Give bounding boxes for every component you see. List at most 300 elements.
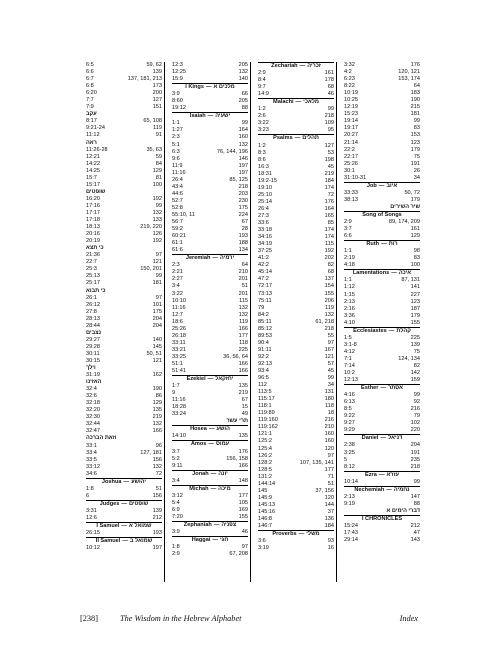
page-refs: 153, 174 xyxy=(398,76,420,83)
page-refs: 146 xyxy=(238,155,248,162)
verse-ref: 6:7 xyxy=(86,76,94,83)
page-refs: 230 xyxy=(238,197,248,204)
page-refs: 118 xyxy=(239,339,248,346)
dash-separator: — xyxy=(208,426,215,433)
index-entry xyxy=(86,217,162,224)
index-entry xyxy=(344,175,420,182)
index-entry xyxy=(258,150,334,157)
verse-ref: 119:89 xyxy=(258,410,275,417)
verse-ref: 8:12 xyxy=(344,463,355,470)
verse-ref: 33:21 xyxy=(172,346,186,353)
verse-ref: 17:16 xyxy=(86,202,100,209)
verse-ref: 2:3 xyxy=(172,134,180,141)
verse-ref: 1:12 xyxy=(344,284,355,291)
page-refs: 151 xyxy=(152,104,162,111)
page-refs: 46 xyxy=(241,529,248,536)
verse-ref: 9:21-24 xyxy=(86,125,105,132)
page-refs: 206 xyxy=(324,297,334,304)
verse-ref: 16:20 xyxy=(86,195,100,202)
page-refs: 131 xyxy=(324,389,334,396)
index-entry xyxy=(258,127,334,134)
verse-ref: 11:12 xyxy=(86,132,100,139)
index-entry xyxy=(344,399,420,406)
index-entry xyxy=(258,382,334,389)
page-refs: 176 xyxy=(238,448,248,455)
index-entry xyxy=(86,161,162,168)
index-entry xyxy=(344,277,420,284)
verse-ref: 32:4 xyxy=(86,386,97,393)
book-name-hebrew: איכה xyxy=(398,270,412,277)
verse-ref: 33:25 xyxy=(172,353,186,360)
verse-ref: 30:11 xyxy=(86,350,100,357)
verse-ref: 92:2 xyxy=(258,353,269,360)
page-refs: 45 xyxy=(327,163,334,170)
verse-ref: 17:18 xyxy=(86,217,100,224)
verse-ref: 8:3 xyxy=(258,149,266,156)
verse-ref: 10:25 xyxy=(344,97,358,104)
verse-ref: 29:28 xyxy=(86,343,100,350)
index-entry xyxy=(258,220,334,227)
dash-separator: — xyxy=(207,376,214,383)
parsha-heading xyxy=(86,140,162,147)
verse-ref: 27:8 xyxy=(86,308,97,315)
page-refs: 144 xyxy=(324,501,334,508)
book-name: Song of Songs xyxy=(362,211,402,218)
index-entry xyxy=(258,171,334,178)
verse-ref: 28:44 xyxy=(86,322,100,329)
verse-ref: 2:13 xyxy=(344,298,355,305)
index-entry xyxy=(172,142,248,149)
index-entry xyxy=(86,259,162,266)
heading-text: עקב xyxy=(86,111,97,118)
verse-ref: 3:25 xyxy=(344,449,355,456)
index-entry xyxy=(86,295,162,302)
index-entry xyxy=(344,161,420,168)
index-entry xyxy=(172,120,248,127)
page-refs: 99 xyxy=(155,202,162,209)
page-refs: 132 xyxy=(238,141,248,148)
index-entry xyxy=(86,323,162,330)
verse-ref: 1:2 xyxy=(258,142,266,149)
index-entry xyxy=(86,266,162,273)
page-refs: 160 xyxy=(324,438,334,445)
verse-ref: 18:13 xyxy=(86,224,100,231)
page-refs: 201 xyxy=(238,290,248,297)
page-refs: 218 xyxy=(324,113,334,120)
verse-ref: 56:7 xyxy=(172,219,183,226)
page-refs: 212 xyxy=(410,523,420,529)
verse-ref: 45:14 xyxy=(258,269,272,276)
verse-ref: 41:2 xyxy=(258,255,269,262)
verse-ref: 25:26 xyxy=(344,160,358,167)
index-entry xyxy=(86,508,162,515)
page-refs: 91 xyxy=(155,132,162,139)
page-refs: 79 xyxy=(413,413,420,420)
page-refs: 64 xyxy=(241,262,248,269)
page-refs: 123 xyxy=(410,139,420,146)
page-refs: 51 xyxy=(155,485,162,492)
page-refs: 162 xyxy=(152,372,162,379)
book-name-hebrew: ישעיה xyxy=(215,113,231,120)
page-refs: 99 xyxy=(413,478,420,485)
index-entry xyxy=(258,453,334,460)
dash-separator: — xyxy=(123,478,130,485)
book-name: Nechemiah xyxy=(354,486,385,493)
index-entry xyxy=(258,474,334,481)
page-refs: 218 xyxy=(324,325,334,332)
index-entry xyxy=(172,326,248,333)
index-entry xyxy=(258,446,334,453)
book-name: Ruth xyxy=(366,241,380,248)
book-heading xyxy=(172,375,248,383)
verse-ref: 1:5 xyxy=(344,334,352,341)
verse-ref: 33:5 xyxy=(86,456,97,463)
page-refs: 203 xyxy=(238,190,248,197)
page-refs: 166 xyxy=(238,368,248,375)
index-entry xyxy=(258,431,334,438)
verse-ref: 25:17 xyxy=(86,280,100,287)
index-entry xyxy=(258,509,334,516)
page-refs: 46 xyxy=(327,91,334,98)
index-entry xyxy=(258,291,334,298)
verse-ref: 6:6 xyxy=(86,69,94,76)
index-entry xyxy=(86,132,162,139)
verse-ref: 44:6 xyxy=(172,190,183,197)
verse-ref: 10:19 xyxy=(344,90,358,97)
page-refs: 132 xyxy=(152,463,162,470)
verse-ref: 26:15 xyxy=(86,530,100,537)
verse-ref: 33:4 xyxy=(86,449,97,456)
page-refs: 155 xyxy=(410,319,420,326)
page-refs: 129 xyxy=(152,400,162,407)
verse-ref: 33:6 xyxy=(258,220,269,227)
verse-ref: 6 xyxy=(86,492,90,499)
dash-separator: — xyxy=(299,63,306,69)
verse-ref: 15:24 xyxy=(344,523,358,529)
page-refs: 216 xyxy=(410,406,420,413)
verse-ref: 146:8 xyxy=(258,516,272,522)
page-refs: 127, 181 xyxy=(140,449,162,456)
verse-ref: 6:5 xyxy=(86,62,94,68)
verse-ref: 18:28 xyxy=(172,404,186,411)
index-entry xyxy=(172,226,248,233)
page-refs: 175 xyxy=(238,204,248,211)
page-refs: 227 xyxy=(410,291,420,298)
parsha-heading xyxy=(344,204,420,211)
verse-ref: 26:1 xyxy=(86,294,97,301)
book-heading xyxy=(172,536,248,544)
index-entry xyxy=(344,125,420,132)
page-refs: 224 xyxy=(238,211,248,218)
index-entry xyxy=(86,76,162,83)
verse-ref: 11:16 xyxy=(172,169,186,176)
verse-ref: 60:21 xyxy=(172,233,186,240)
verse-ref: 3:36 xyxy=(344,312,355,319)
index-entry xyxy=(172,62,248,69)
verse-ref: 84:2 xyxy=(258,311,269,318)
verse-ref: 12:25 xyxy=(172,69,186,76)
index-entry xyxy=(258,77,334,84)
page-refs: 59, 62 xyxy=(146,62,162,68)
page-refs: 87, 131 xyxy=(401,277,420,284)
verse-ref: 121:1 xyxy=(258,431,272,438)
dash-separator: — xyxy=(380,435,387,442)
index-entry xyxy=(172,397,248,404)
verse-ref: 6:20 xyxy=(86,90,97,97)
verse-ref: 37:25 xyxy=(258,248,272,255)
verse-ref: 126:2 xyxy=(258,452,272,459)
index-entry xyxy=(172,500,248,507)
page-refs: 102 xyxy=(410,420,420,427)
page-refs: 187 xyxy=(410,305,420,312)
index-entry xyxy=(172,463,248,470)
book-name: I Samuel xyxy=(96,523,120,530)
page-refs: 97 xyxy=(327,339,334,346)
index-entry xyxy=(258,502,334,509)
index-entry xyxy=(86,210,162,217)
page-refs: 81 xyxy=(155,174,162,181)
book-name: Ezra xyxy=(365,471,377,478)
book-heading xyxy=(258,62,334,70)
index-column xyxy=(258,62,334,552)
page-refs: 165 xyxy=(324,212,334,219)
page-refs: 132 xyxy=(238,311,248,318)
verse-ref: 113:5 xyxy=(258,389,272,396)
page-refs: 178 xyxy=(324,77,334,84)
index-entry xyxy=(258,545,334,552)
verse-ref: 22:17 xyxy=(344,153,358,160)
verse-ref: 19:2-15 xyxy=(258,177,277,184)
index-entry xyxy=(344,284,420,291)
index-entry xyxy=(172,283,248,290)
verse-ref: 3:19 xyxy=(258,545,269,552)
page-refs: 85 xyxy=(327,220,334,227)
index-entry xyxy=(172,354,248,361)
book-name-hebrew: זכריה xyxy=(307,63,321,69)
page-refs: 192 xyxy=(152,195,162,202)
index-entry xyxy=(172,368,248,375)
index-entry xyxy=(86,386,162,393)
page-refs: 49 xyxy=(241,411,248,418)
index-entry xyxy=(86,224,162,231)
verse-ref: 29:27 xyxy=(86,336,100,343)
page-refs: 120 xyxy=(324,494,334,501)
page-refs: 177 xyxy=(238,492,248,499)
verse-ref: 1:27 xyxy=(172,127,183,134)
page-refs: 99 xyxy=(155,273,162,280)
verse-ref: 2:6 xyxy=(258,113,266,120)
page-refs: 126 xyxy=(152,231,162,238)
book-name: Ecclesiastes xyxy=(353,327,387,334)
verse-ref: 92:13 xyxy=(258,360,272,367)
index-entry xyxy=(258,403,334,410)
page-refs: 218 xyxy=(238,183,248,190)
index-entry xyxy=(172,163,248,170)
page-refs: 142 xyxy=(410,370,420,377)
verse-ref: 12:6 xyxy=(86,515,97,521)
index-entry xyxy=(172,305,248,312)
page-refs: 57 xyxy=(327,360,334,367)
dash-separator: — xyxy=(295,99,302,106)
verse-ref: 1:8 xyxy=(86,485,94,492)
parsha-heading xyxy=(344,508,420,515)
section-label: Index xyxy=(399,614,418,623)
page-refs: 219 xyxy=(152,414,162,421)
book-heading xyxy=(172,485,248,493)
verse-ref: 75:11 xyxy=(258,297,272,304)
index-entry xyxy=(86,351,162,358)
index-entry xyxy=(258,305,334,312)
verse-ref: 2:3 xyxy=(172,262,180,269)
index-entry xyxy=(258,319,334,326)
page-refs: 72 xyxy=(155,470,162,477)
verse-ref: 4:12 xyxy=(344,348,355,355)
verse-ref: 12:21 xyxy=(86,153,100,160)
book-name: Jeremiah xyxy=(185,255,211,262)
index-entry xyxy=(86,421,162,428)
page-refs: 147 xyxy=(410,493,420,500)
page-refs: 64 xyxy=(413,83,420,90)
page-refs: 75 xyxy=(413,153,420,160)
page-refs: 97 xyxy=(327,452,334,459)
verse-ref: 4:18 xyxy=(344,262,355,269)
page-refs: 72 xyxy=(327,191,334,198)
index-entry xyxy=(86,125,162,132)
book-heading xyxy=(344,269,420,277)
page-refs: 212 xyxy=(152,515,162,521)
book-heading xyxy=(172,254,248,262)
page-refs: 159 xyxy=(410,377,420,384)
index-entry xyxy=(258,206,334,213)
verse-ref: 12:3 xyxy=(172,62,183,68)
index-entry xyxy=(86,393,162,400)
verse-ref: 2:21 xyxy=(172,269,183,276)
verse-ref: 93:4 xyxy=(258,368,269,375)
page-refs: 176 xyxy=(410,62,420,68)
index-entry xyxy=(86,118,162,125)
verse-ref: 115:17 xyxy=(258,396,275,403)
page-refs: 201 xyxy=(238,276,248,283)
verse-ref: 59:2 xyxy=(172,226,183,233)
page-refs: 197 xyxy=(152,545,162,552)
heading-text: שיר השירים xyxy=(390,203,420,210)
verse-ref: 5:4 xyxy=(172,499,180,506)
page-refs: 129 xyxy=(152,167,162,174)
index-entry xyxy=(258,234,334,241)
column-divider xyxy=(336,62,337,582)
page-refs: 99 xyxy=(327,106,334,113)
page-refs: 190 xyxy=(410,97,420,104)
page-refs: 28 xyxy=(241,226,248,233)
page-refs: 210 xyxy=(238,269,248,276)
index-entry xyxy=(344,248,420,255)
book-name: Malachi xyxy=(273,99,294,106)
index-entry xyxy=(172,544,248,551)
index-entry xyxy=(258,438,334,445)
index-entry xyxy=(258,347,334,354)
index-entry xyxy=(86,90,162,97)
verse-ref: 61:6 xyxy=(172,247,183,254)
verse-ref: 27:3 xyxy=(258,212,269,219)
verse-ref: 4:10 xyxy=(344,319,355,326)
page-refs: 53 xyxy=(327,149,334,156)
verse-ref: 79 xyxy=(258,304,265,311)
page-refs: 68 xyxy=(327,269,334,276)
verse-ref: 9:29 xyxy=(344,427,355,434)
index-entry xyxy=(258,143,334,150)
page-refs: 225 xyxy=(238,346,248,353)
heading-text: האזינו xyxy=(86,379,102,386)
index-entry xyxy=(172,298,248,305)
dash-separator: — xyxy=(388,327,395,334)
index-entry xyxy=(86,182,162,189)
verse-ref: 8:22 xyxy=(344,83,355,90)
book-name: Hosea xyxy=(190,426,207,433)
verse-ref: 51:1 xyxy=(172,360,183,367)
page-refs: 193 xyxy=(238,233,248,240)
index-entry xyxy=(258,157,334,164)
index-entry xyxy=(258,199,334,206)
verse-ref: 20:19 xyxy=(86,238,100,245)
index-entry xyxy=(258,333,334,340)
index-entry xyxy=(258,241,334,248)
verse-ref: 8:60 xyxy=(172,98,183,105)
book-heading xyxy=(344,471,420,479)
book-name: Haggai xyxy=(191,537,211,544)
index-entry xyxy=(344,413,420,420)
index-entry xyxy=(86,457,162,464)
parsha-heading xyxy=(86,330,162,337)
index-entry xyxy=(172,212,248,219)
page-refs: 99 xyxy=(413,392,420,399)
index-entry xyxy=(344,262,420,269)
book-name: Psalms xyxy=(273,135,293,142)
index-entry xyxy=(172,156,248,163)
book-heading xyxy=(86,537,162,545)
page-refs: 47 xyxy=(413,530,420,537)
index-entry xyxy=(86,372,162,379)
page-refs: 61, 218 xyxy=(315,318,334,325)
verse-ref: 2:16 xyxy=(344,305,355,312)
verse-ref: 3:7 xyxy=(344,226,352,233)
verse-ref: 4:16 xyxy=(344,392,355,399)
page-refs: 141 xyxy=(410,284,420,291)
index-entry xyxy=(172,184,248,191)
verse-ref: 33:1 xyxy=(86,442,97,449)
index-column xyxy=(86,62,162,552)
page-refs: 82 xyxy=(327,262,334,269)
verse-ref: 18:31 xyxy=(258,170,272,177)
page-refs: 160 xyxy=(324,431,334,438)
page-refs: 179 xyxy=(410,312,420,319)
index-entry xyxy=(86,450,162,457)
page-refs: 175 xyxy=(152,308,162,315)
page-refs: 176 xyxy=(324,198,334,205)
index-entry xyxy=(86,147,162,154)
verse-ref: 30:1 xyxy=(344,167,355,174)
index-entry xyxy=(172,91,248,98)
index-entry xyxy=(344,219,420,226)
dash-separator: — xyxy=(212,255,218,262)
verse-ref: 34:6 xyxy=(86,470,97,477)
verse-ref: 8:17 xyxy=(86,118,97,125)
page-refs: 161 xyxy=(324,70,334,77)
verse-ref: 85:12 xyxy=(258,325,272,332)
verse-ref: 8:4 xyxy=(258,77,266,84)
verse-ref: 3:9 xyxy=(172,529,180,536)
book-heading xyxy=(344,182,420,190)
verse-ref: 26:12 xyxy=(86,301,100,308)
